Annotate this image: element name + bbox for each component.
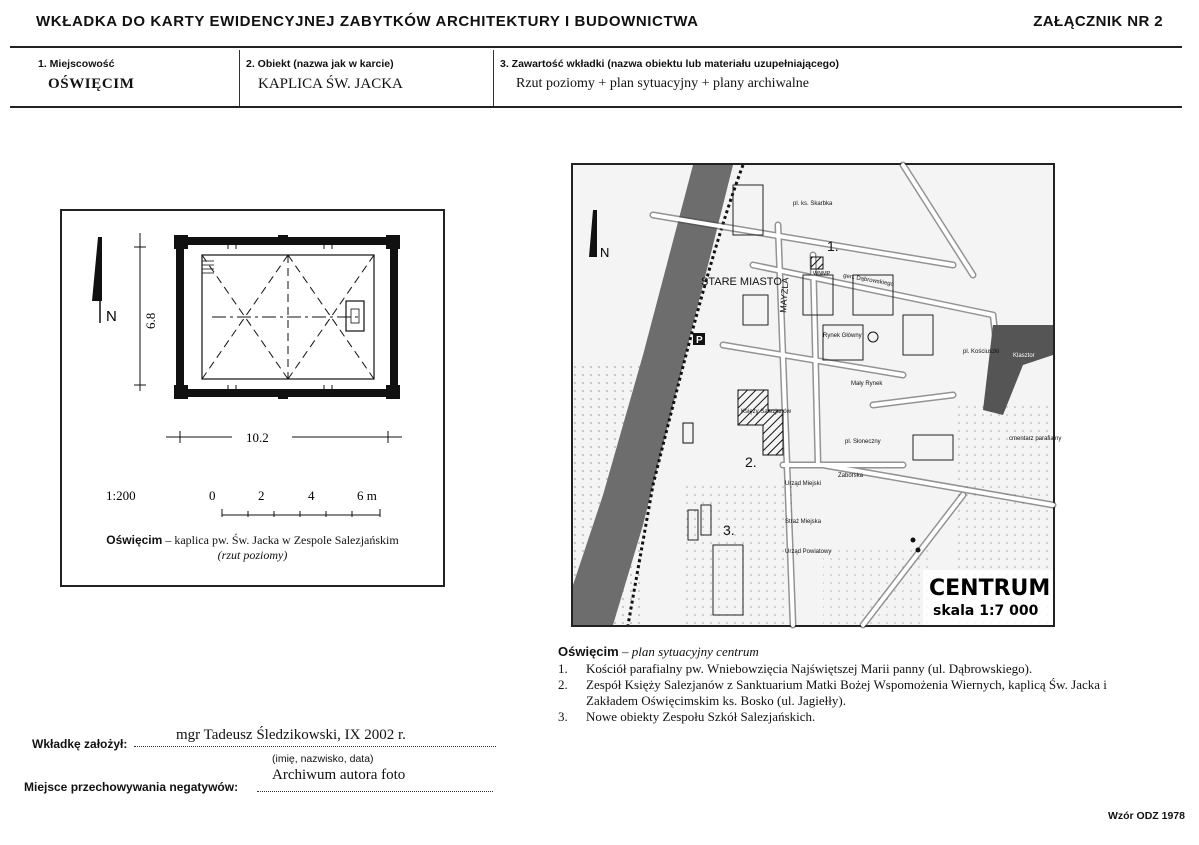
field-content — [494, 50, 1184, 106]
plan-north-label: N — [106, 308, 117, 325]
legend-item: 2. Zespół Księży Salezjanów z Sanktuarium Matki Bożej Wspomożenia Wiernych, kaplicą Św. Jacka i Zakładem Oświęcimskim ks. Bosko (ul. Jagiełły). — [558, 677, 1107, 708]
monastery-area — [983, 325, 1053, 415]
scale-bar — [222, 509, 380, 517]
plan-caption-text: – kaplica pw. Św. Jacka w Zespole Salezjańskim — [162, 533, 399, 547]
map-label-zaborska: Zaborska — [838, 473, 864, 479]
form-code: Wzór ODZ 1978 — [1107, 810, 1185, 822]
plan-caption-place: Oświęcim — [106, 533, 163, 547]
field-place — [12, 50, 240, 106]
map-caption — [558, 644, 1118, 725]
map-marker-1: 1. — [827, 238, 839, 254]
map-label-urzad-miejski: Urząd Miejski — [785, 481, 822, 487]
city-map — [571, 163, 1062, 627]
field-object-label: 2. Obiekt (nazwa jak w karcie) — [246, 58, 394, 70]
map-label-ksiezy: Księży Salezjanów — [741, 409, 792, 415]
field-object — [240, 50, 494, 106]
map-label-skarbka: pl. ks. Skarbka — [793, 201, 833, 207]
plan-caption — [62, 533, 443, 563]
author-label: Wkładkę założył: — [32, 737, 128, 751]
parish-church — [811, 257, 823, 269]
map-north-arrow-icon — [589, 210, 609, 260]
author-hint: (imię, nazwisko, data) — [272, 753, 374, 765]
scale-tick-0: 0 — [209, 488, 216, 503]
map-caption-text: – plan sytuacyjny centrum — [618, 644, 759, 659]
map-label-district: STARE MIASTO — [701, 276, 782, 288]
document-title: WKŁADKA DO KARTY EWIDENCYJNEJ ZABYTKÓW ARCHITEKTURY I BUDOWNICTWA — [36, 13, 699, 30]
map-label-dabrowskiego: gen. Dąbrowskiego — [842, 273, 895, 288]
map-north-label: N — [600, 245, 610, 260]
scale-tick-6: 6 m — [357, 488, 377, 503]
map-label-straz: Straż Miejska — [785, 519, 822, 525]
map-scale: skala 1:7 000 — [933, 603, 1039, 619]
header-rule-top — [10, 46, 1182, 48]
plan-caption-note: (rzut poziomy) — [217, 548, 288, 562]
header-rule-bottom — [10, 106, 1182, 108]
field-object-value: KAPLICA ŚW. JACKA — [258, 76, 403, 92]
plan-dim-width: 10.2 — [246, 430, 269, 445]
map-label-rynek: Rynek Główny — [823, 333, 862, 339]
chapel-walls — [174, 235, 400, 399]
map-caption-title — [558, 644, 1118, 660]
map-label-majzla: MAYZLA — [778, 277, 791, 314]
map-marker-2: 2. — [745, 454, 757, 470]
width-dimension — [166, 431, 402, 443]
scale-tick-4: 4 — [308, 488, 315, 503]
map-label-sloneczny: pl. Słoneczny — [845, 439, 881, 445]
floor-plan-drawing — [62, 211, 443, 585]
field-place-value: OŚWIĘCIM — [48, 76, 135, 92]
svg-text:P: P — [696, 335, 703, 346]
author-value: mgr Tadeusz Śledzikowski, IX 2002 r. — [176, 727, 406, 743]
north-arrow-icon — [92, 237, 117, 325]
field-content-label: 3. Zawartość wkładki (nazwa obiektu lub materiału uzupełniającego) — [500, 58, 839, 70]
annex-number: ZAŁĄCZNIK NR 2 — [1033, 13, 1163, 30]
storage-label: Miejsce przechowywania negatywów: — [24, 780, 239, 794]
plan-dim-height: 6.8 — [143, 312, 158, 329]
map-title: CENTRUM — [929, 576, 1051, 601]
height-dimension — [134, 233, 146, 391]
map-label-maly-rynek: Mały Rynek — [851, 381, 883, 387]
map-label-klasztor: Klasztor — [1013, 353, 1035, 359]
floor-plan-panel — [60, 209, 445, 587]
field-place-label: 1. Miejscowość — [38, 58, 115, 70]
plan-scale-ratio: 1:200 — [106, 488, 136, 503]
map-legend-list — [558, 661, 1118, 725]
city-map-drawing — [573, 165, 1062, 625]
salesian-complex — [738, 390, 783, 455]
legend-item: 1. Kościół parafialny pw. Wniebowzięcia Najświętszej Marii panny (ul. Dąbrowskiego). — [558, 661, 1033, 676]
map-label-wnmp: WNMP — [813, 271, 831, 277]
map-caption-place: Oświęcim — [558, 644, 619, 659]
map-label-urzad-powiatowy: Urząd Powiatowy — [785, 549, 832, 555]
legend-item: 3. Nowe obiekty Zespołu Szkół Salezjańskich. — [558, 709, 816, 724]
map-marker-3: 3. — [723, 522, 735, 538]
map-label-cmentarz: cmentarz parafialny — [1009, 436, 1062, 442]
scale-tick-2: 2 — [258, 488, 265, 503]
storage-value: Archiwum autora foto — [272, 767, 406, 783]
map-label-kosciuszki: pl. Kościuszki — [963, 349, 1000, 355]
field-content-value: Rzut poziomy + plan sytuacyjny + plany archiwalne — [516, 76, 809, 91]
